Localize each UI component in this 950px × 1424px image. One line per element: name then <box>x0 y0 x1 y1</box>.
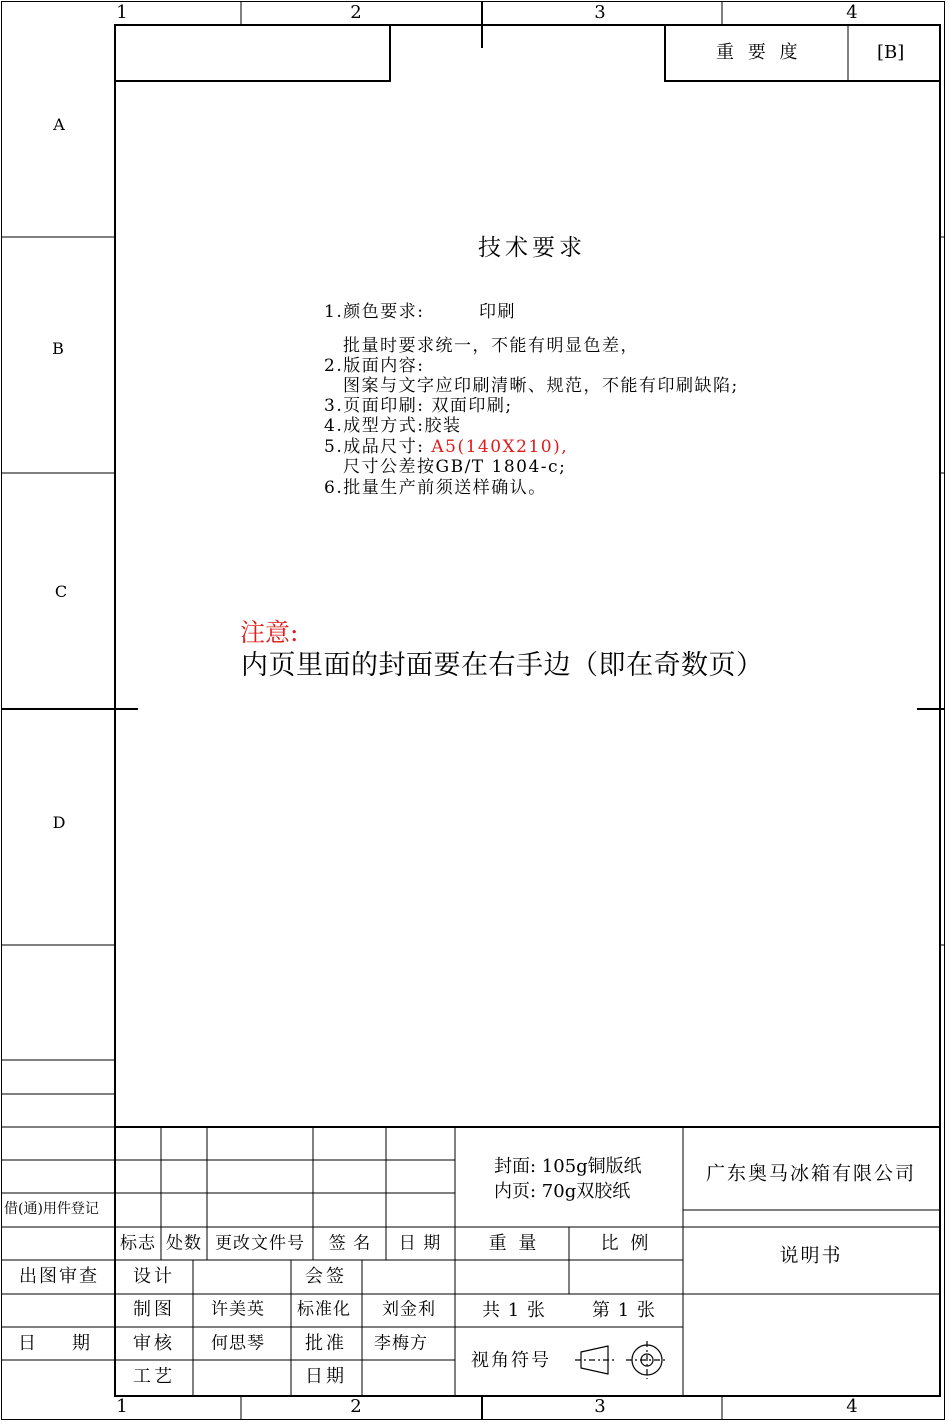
check-label: 审核 <box>133 1333 175 1354</box>
projection-label: 视角符号 <box>471 1350 551 1371</box>
approve-name: 李梅方 <box>374 1333 428 1354</box>
zone-number-4-bottom: 4 <box>846 1396 858 1417</box>
requirement-5-label: 5.成品尺寸: <box>324 437 425 457</box>
requirement-line-1 <box>324 302 516 322</box>
sheets-total: 共 1 张 <box>482 1300 546 1321</box>
drawing-audit-label: 出图审查 <box>19 1266 99 1287</box>
inner-material: 内页: 70g双胶纸 <box>494 1181 631 1202</box>
approve-label: 批准 <box>305 1333 347 1354</box>
requirement-1-value: 印刷 <box>479 302 516 322</box>
requirement-line-6: 4.成型方式:胶装 <box>324 416 462 436</box>
revision-header-count: 处数 <box>166 1233 202 1254</box>
design-label: 设计 <box>133 1266 175 1287</box>
standardization-name: 刘金利 <box>382 1299 436 1320</box>
zone-number-2: 2 <box>350 2 362 23</box>
zone-number-2-bottom: 2 <box>350 1396 362 1417</box>
requirement-line-5: 3.页面印刷: 双面印刷; <box>324 396 513 416</box>
revision-header-date: 日 期 <box>398 1233 442 1254</box>
zone-number-3-bottom: 3 <box>594 1396 606 1417</box>
requirement-line-9: 6.批量生产前须送样确认。 <box>324 478 547 498</box>
projection-symbol-icon <box>574 1340 670 1382</box>
zone-letter-c: C <box>54 582 68 601</box>
requirement-1-label: 1.颜色要求: <box>324 302 425 322</box>
check-name: 何思琴 <box>211 1333 265 1354</box>
requirement-line-2: 批量时要求统一，不能有明显色差， <box>343 336 639 356</box>
requirements-title: 技术要求 <box>478 235 586 261</box>
cover-material: 封面: 105g铜版纸 <box>494 1156 642 1177</box>
zone-number-3: 3 <box>594 2 606 23</box>
document-name: 说明书 <box>779 1244 843 1267</box>
zone-letter-b: B <box>52 339 64 358</box>
notice-text: 内页里面的封面要在右手边（即在奇数页） <box>241 650 764 681</box>
sheet-number: 第 1 张 <box>592 1300 656 1321</box>
requirement-line-8: 尺寸公差按GB/T 1804-c; <box>343 457 567 477</box>
zone-letter-d: D <box>52 813 66 832</box>
left-date-label: 日 期 <box>18 1333 90 1354</box>
zone-letter-a: A <box>53 115 65 134</box>
requirement-line-4: 图案与文字应印刷清晰、规范，不能有印刷缺陷; <box>343 376 739 396</box>
drafting-label: 制图 <box>133 1299 175 1320</box>
zone-number-1-bottom: 1 <box>116 1396 128 1417</box>
importance-label: 重 要 度 <box>716 42 802 63</box>
company-name: 广东奥马冰箱有限公司 <box>705 1162 917 1185</box>
zone-number-1: 1 <box>116 2 128 23</box>
requirement-line-7 <box>324 439 568 456</box>
revision-header-mark: 标志 <box>120 1233 156 1254</box>
borrow-register-label: 借(通)用件登记 <box>4 1201 99 1217</box>
revision-header-change-doc: 更改文件号 <box>215 1233 305 1254</box>
countersign-label: 会签 <box>305 1266 347 1287</box>
standardization-label: 标准化 <box>297 1299 351 1320</box>
importance-value: [B] <box>877 42 905 63</box>
process-label: 工艺 <box>133 1366 175 1387</box>
zone-number-4: 4 <box>846 2 858 23</box>
weight-label: 重 量 <box>488 1233 540 1254</box>
signature-date-label: 日期 <box>305 1366 347 1387</box>
revision-header-signature: 签 名 <box>328 1233 372 1254</box>
requirement-line-3: 2.版面内容: <box>324 356 425 376</box>
scale-label: 比 例 <box>600 1233 652 1254</box>
notice-label: 注意: <box>240 618 299 647</box>
finished-size-value: A5(140X210), <box>431 437 569 457</box>
drafting-name: 许美英 <box>211 1299 265 1320</box>
